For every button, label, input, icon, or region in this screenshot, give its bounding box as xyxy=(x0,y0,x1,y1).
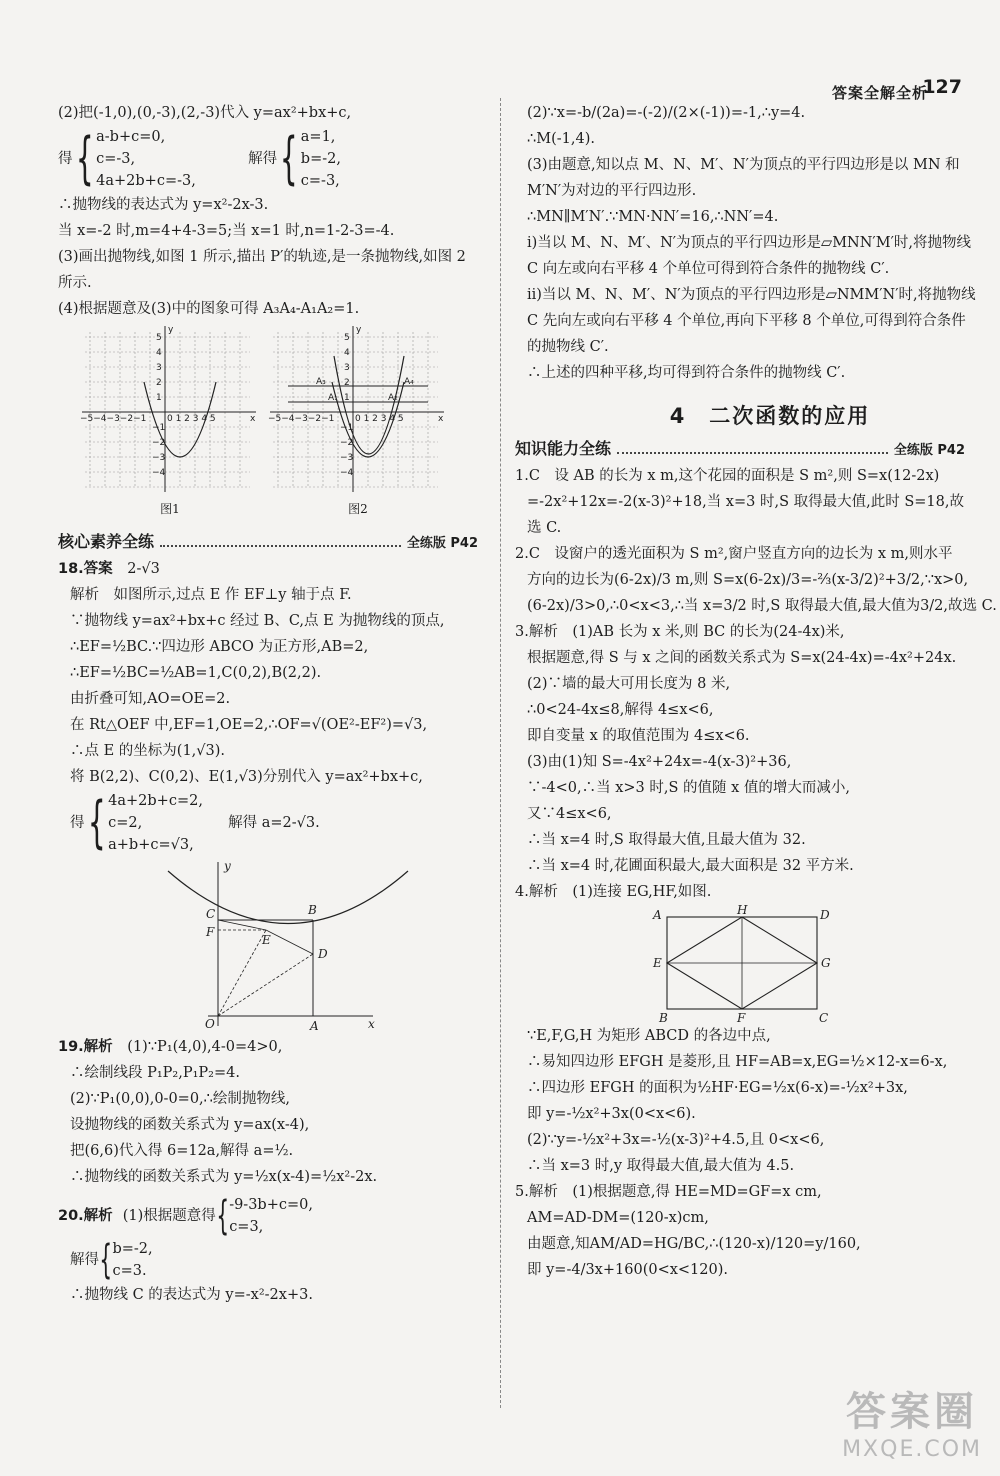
figure-row xyxy=(80,322,478,517)
text-line: 2.C 设窗户的透光面积为 S m²,窗户竖直方向的边长为 x m,则水平 xyxy=(515,546,953,562)
svg-text:A₂: A₂ xyxy=(388,393,398,403)
text-line: ∴当 x=3 时,y 取得最大值,最大值为 4.5. xyxy=(527,1158,795,1174)
graph-figure-2 xyxy=(268,322,448,500)
text-line: 又∵4≤x<6, xyxy=(527,806,612,822)
question-number: 19.解析 xyxy=(58,1039,113,1055)
equation-system xyxy=(58,790,478,856)
fig-label: C xyxy=(206,907,216,921)
text-line: M′N′为对边的平行四边形. xyxy=(527,183,697,199)
text-line: ∴当 x=4 时,S 取得最大值,且最大值为 32. xyxy=(527,832,806,848)
equation: -9-3b+c=0, xyxy=(229,1197,313,1213)
svg-text:y: y xyxy=(356,325,362,335)
fig-label: B xyxy=(308,903,317,917)
text-line: ∴M(-1,4). xyxy=(527,131,595,147)
svg-text:4: 4 xyxy=(344,348,350,358)
svg-text:x: x xyxy=(250,414,256,424)
text-line: 4.解析 (1)连接 EG,HF,如图. xyxy=(515,884,712,900)
text-line: 5.解析 (1)根据题意,得 HE=MD=GF=x cm, xyxy=(515,1184,822,1200)
svg-text:y: y xyxy=(168,325,174,335)
sys-prefix: 得 xyxy=(70,815,85,831)
equation: c=2, xyxy=(108,815,143,831)
section-heading xyxy=(515,436,965,459)
text-line: ∴当 x=4 时,花圃面积最大,最大面积是 32 平方米. xyxy=(527,858,854,874)
text-line: (1)∵P₁(4,0),4-0=4>0, xyxy=(127,1039,283,1055)
svg-text:−3: −3 xyxy=(152,453,166,463)
text-line: 3.解析 (1)AB 长为 x 米,则 BC 的长为(24-4x)米, xyxy=(515,624,845,640)
text-line: 1.C 设 AB 的长为 x m,这个花园的面积是 S m²,则 S=x(12-2x) xyxy=(515,468,940,484)
sys-equations xyxy=(96,126,236,192)
fig-label: x xyxy=(368,1017,375,1031)
svg-text:−4: −4 xyxy=(340,468,354,478)
brace-icon: { xyxy=(87,790,106,855)
text-line: 由折叠可知,AO=OE=2. xyxy=(70,691,231,707)
dotted-leader xyxy=(160,545,401,547)
text-line: 方向的边长为(6-2x)/3 m,则 S=x(6-2x)/3=-⅔(x-3/2)²+3/2,∵x>0, xyxy=(527,572,969,588)
dotted-leader xyxy=(617,452,888,454)
svg-text:−3: −3 xyxy=(340,453,354,463)
svg-text:−2: −2 xyxy=(152,438,166,448)
section-title: 知识能力全练 xyxy=(515,439,612,458)
sys-mid: 解得 xyxy=(248,151,278,167)
svg-text:A₄: A₄ xyxy=(404,377,414,387)
svg-text:5: 5 xyxy=(344,333,350,343)
text-line: ∴抛物线的函数关系式为 y=½x(x-4)=½x²-2x. xyxy=(70,1169,378,1185)
column-divider xyxy=(500,98,501,1408)
text-line: 即 y=-4/3x+160(0<x<120). xyxy=(527,1262,728,1278)
svg-text:−4: −4 xyxy=(152,468,166,478)
text-line: ∴点 E 的坐标为(1,√3). xyxy=(70,743,226,759)
svg-text:A₃: A₃ xyxy=(316,377,326,387)
equation: c=3, xyxy=(229,1219,264,1235)
text-line: ∴EF=½BC.∵四边形 ABCO 为正方形,AB=2, xyxy=(70,639,369,655)
text-line: 把(6,6)代入得 6=12a,解得 a=½. xyxy=(70,1143,294,1159)
question-number: 20.解析 xyxy=(58,1208,113,1224)
text-line: (4)根据题意及(3)中的图象可得 A₃A₄-A₁A₂=1. xyxy=(58,301,360,317)
text-line: 选 C. xyxy=(527,520,562,536)
equation-system xyxy=(58,126,478,192)
solution: a=1, xyxy=(300,129,336,145)
svg-text:−2: −2 xyxy=(340,438,354,448)
right-column xyxy=(515,100,997,1283)
brace-icon: { xyxy=(99,1237,113,1283)
fig-label: F xyxy=(737,1011,746,1023)
text-line: ∵抛物线 y=ax²+bx+c 经过 B、C,点 E 为抛物线的顶点, xyxy=(70,613,445,629)
text-line: =-2x²+12x=-2(x-3)²+18,当 x=3 时,S 取得最大值,此时 S=18,故 xyxy=(527,494,964,510)
figure-caption: 图1 xyxy=(160,502,180,516)
text-line: (2)∵墙的最大可用长度为 8 米, xyxy=(527,676,731,692)
svg-text:2: 2 xyxy=(156,378,162,388)
watermark xyxy=(842,1380,982,1462)
section-title: 核心素养全练 xyxy=(58,532,155,551)
fig-label: E xyxy=(262,933,271,947)
left-column xyxy=(58,100,478,1308)
text-line: (3)由题意,知以点 M、N、M′、N′为顶点的平行四边形是以 MN 和 xyxy=(527,157,960,173)
sys-prefix: 解得 xyxy=(70,1252,99,1268)
svg-text:A₁: A₁ xyxy=(328,393,338,403)
solution: b=-2, xyxy=(112,1241,153,1257)
text-line: ∴上述的四种平移,均可得到符合条件的抛物线 C′. xyxy=(527,365,846,381)
text-line: (6-2x)/3>0,∴0<x<3,∴当 x=3/2 时,S 取得最大值,最大值为3/2,故选 C. xyxy=(527,598,997,614)
svg-text:−1: −1 xyxy=(340,423,354,433)
text-line: 即自变量 x 的取值范围为 4≤x<6. xyxy=(527,728,750,744)
solution: c=3. xyxy=(112,1263,147,1279)
text-line: (1)根据题意得 xyxy=(122,1208,216,1224)
fig-label: D xyxy=(318,947,328,961)
sys-equations xyxy=(108,790,228,856)
svg-text:−1: −1 xyxy=(152,423,166,433)
watermark-logo-text: 答案圈 xyxy=(846,1389,979,1435)
text-line: i)当以 M、N、M′、N′为顶点的平行四边形是▱MNN′M′时,将抛物线 xyxy=(527,235,971,251)
question-19 xyxy=(58,1034,478,1060)
text-line: C 向左或向右平移 4 个单位可得到符合条件的抛物线 C′. xyxy=(527,261,890,277)
svg-text:3: 3 xyxy=(156,363,162,373)
equation: 4a+2b+c=-3, xyxy=(96,173,196,189)
q18-figure xyxy=(158,856,418,1034)
text-line: ∴EF=½BC=½AB=1,C(0,2),B(2,2). xyxy=(70,665,322,681)
text-line: (2)∵x=-b/(2a)=-(-2)/(2×(-1))=-1,∴y=4. xyxy=(527,105,806,121)
text-line: (2)把(-1,0),(0,-3),(2,-3)代入 y=ax²+bx+c, xyxy=(58,105,352,121)
svg-text:2: 2 xyxy=(344,378,350,388)
text-line: 所示. xyxy=(58,275,92,291)
fig-label: F xyxy=(206,925,215,939)
svg-text:3: 3 xyxy=(344,363,350,373)
solution: c=-3, xyxy=(300,173,340,189)
text-line: ∴MN∥M′N′.∵MN·NN′=16,∴NN′=4. xyxy=(527,209,779,225)
text-line: ∴抛物线的表达式为 y=x²-2x-3. xyxy=(58,197,269,213)
figure-caption: 图2 xyxy=(348,502,368,516)
brace-icon: { xyxy=(280,126,298,191)
text-line: AM=AD-DM=(120-x)cm, xyxy=(527,1210,709,1226)
text-line: (2)∵y=-½x²+3x=-½(x-3)²+4.5,且 0<x<6, xyxy=(527,1132,825,1148)
equation-system xyxy=(58,1238,478,1282)
fig-label: B xyxy=(659,1011,668,1023)
svg-text:4: 4 xyxy=(156,348,162,358)
question-18 xyxy=(58,556,478,582)
fig-label: H xyxy=(737,905,748,917)
text-line: 设抛物线的函数关系式为 y=ax(x-4), xyxy=(70,1117,310,1133)
text-line: ∴四边形 EFGH 的面积为½HF·EG=½x(6-x)=-½x²+3x, xyxy=(527,1080,908,1096)
watermark-url: MXQE.COM xyxy=(842,1437,982,1462)
svg-text:1: 1 xyxy=(344,393,350,403)
fig-label: y xyxy=(224,859,231,873)
svg-text:−5−4−3−2−1: −5−4−3−2−1 xyxy=(268,414,335,424)
sys-prefix: 得 xyxy=(58,151,73,167)
text-line: 由题意,知AM/AD=HG/BC,∴(120-x)/120=y/160, xyxy=(527,1236,861,1252)
chapter-title: 4 二次函数的应用 xyxy=(669,404,871,428)
figure-1 xyxy=(80,322,260,517)
brace-icon: { xyxy=(75,126,94,191)
text-line: ∴易知四边形 EFGH 是菱形,且 HF=AB=x,EG=½×12-x=6-x, xyxy=(527,1054,948,1070)
section-ref: 全练版 P42 xyxy=(893,443,965,458)
svg-text:1: 1 xyxy=(156,393,162,403)
graph-figure-1 xyxy=(80,322,260,500)
figure-2 xyxy=(268,322,448,517)
text-line: ∴0<24-4x≤8,解得 4≤x<6, xyxy=(527,702,714,718)
question-20 xyxy=(58,1194,478,1238)
header-title: 答案全解全析 xyxy=(831,84,928,102)
text-line: C 先向左或向右平移 4 个单位,再向下平移 8 个单位,可得到符合条件 xyxy=(527,313,966,329)
text-line: 当 x=-2 时,m=4+4-3=5;当 x=1 时,n=1-2-3=-4. xyxy=(58,223,395,239)
q4-rectangle-figure xyxy=(645,905,845,1023)
text-line: 根据题意,得 S 与 x 之间的函数关系式为 S=x(24-4x)=-4x²+24x. xyxy=(527,650,957,666)
section-heading xyxy=(58,529,478,552)
equation: 4a+2b+c=2, xyxy=(108,793,203,809)
page-number: 127 xyxy=(922,76,962,98)
text-line: 在 Rt△OEF 中,EF=1,OE=2,∴OF=√(OE²-EF²)=√3, xyxy=(70,717,428,733)
fig-label: O xyxy=(205,1017,215,1031)
sys-equations xyxy=(229,1194,313,1238)
text-line: 的抛物线 C′. xyxy=(527,339,609,355)
fig-label: A xyxy=(653,908,662,922)
text-line: (3)由(1)知 S=-4x²+24x=-4(x-3)²+36, xyxy=(527,754,792,770)
text-line: ∵-4<0,∴当 x>3 时,S 的值随 x 值的增大而减小, xyxy=(527,780,851,796)
equation: a+b+c=√3, xyxy=(108,837,194,853)
fig-label: G xyxy=(821,956,831,970)
text-line: ii)当以 M、N、M′、N′为顶点的平行四边形是▱NMM′N′时,将抛物线 xyxy=(527,287,976,303)
equation: a-b+c=0, xyxy=(96,129,166,145)
fig-label: A xyxy=(310,1019,319,1033)
brace-icon: { xyxy=(216,1193,229,1239)
equation: c=-3, xyxy=(96,151,136,167)
text-line: (3)画出抛物线,如图 1 所示,描出 P′的轨迹,是一条抛物线,如图 2 xyxy=(58,249,466,265)
text-line: 将 B(2,2)、C(0,2)、E(1,√3)分别代入 y=ax²+bx+c, xyxy=(70,769,423,785)
svg-text:0 1 2 3 4 5: 0 1 2 3 4 5 xyxy=(167,414,216,424)
question-number: 18.答案 xyxy=(58,561,113,577)
svg-text:−5−4−3−2−1: −5−4−3−2−1 xyxy=(80,414,147,424)
fig-label: C xyxy=(819,1011,829,1023)
text-line: 即 y=-½x²+3x(0<x<6). xyxy=(527,1106,696,1122)
solution: b=-2, xyxy=(300,151,341,167)
svg-text:5: 5 xyxy=(156,333,162,343)
fig-label: D xyxy=(820,908,830,922)
svg-text:0 1 2 3 4 5: 0 1 2 3 4 5 xyxy=(355,414,404,424)
answer: 2-√3 xyxy=(127,561,160,577)
text-line: (2)∵P₁(0,0),0-0=0,∴绘制抛物线, xyxy=(70,1091,290,1107)
sys-solutions xyxy=(301,126,341,192)
text-line: ∴绘制线段 P₁P₂,P₁P₂=4. xyxy=(70,1065,240,1081)
text-line: ∴抛物线 C 的表达式为 y=-x²-2x+3. xyxy=(70,1287,313,1303)
svg-text:x: x xyxy=(438,414,444,424)
sys-solutions xyxy=(112,1238,152,1282)
text-line: ∵E,F,G,H 为矩形 ABCD 的各边中点, xyxy=(527,1028,771,1044)
text-line: 解析 如图所示,过点 E 作 EF⊥y 轴于点 F. xyxy=(70,587,352,603)
fig-label: E xyxy=(653,956,662,970)
section-ref: 全练版 P42 xyxy=(406,536,478,551)
sys-result: 解得 a=2-√3. xyxy=(228,815,320,831)
